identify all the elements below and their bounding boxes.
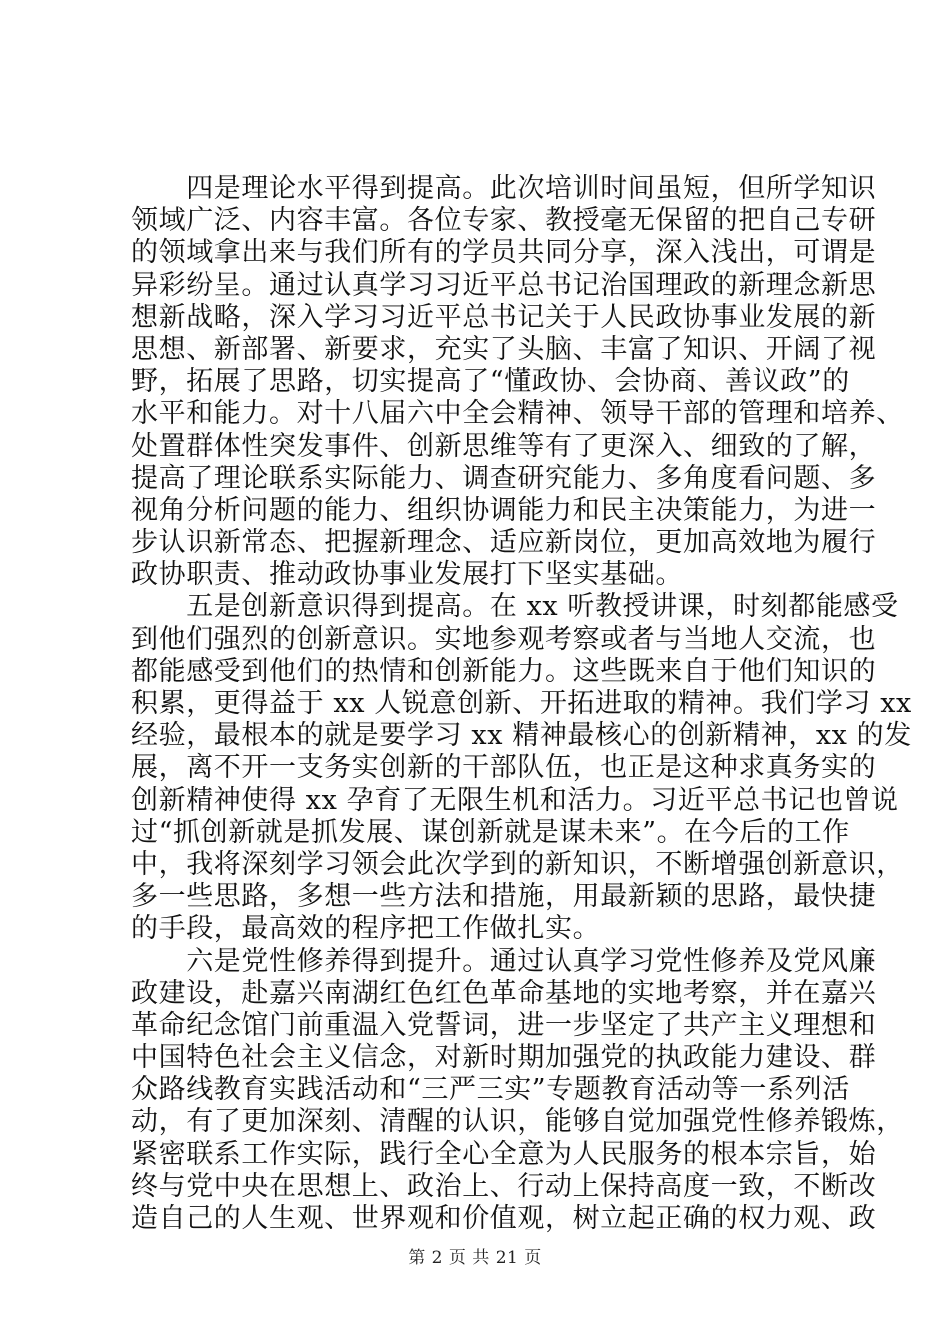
text-line: 的手段，最高效的程序把工作做扎实。 (131, 913, 601, 945)
text-line: 众路线教育实践活动和“三严三实”专题教育活动等一系列活 (131, 1074, 850, 1106)
text-line: 动，有了更加深刻、清醒的认识，能够自觉加强党性修养锻炼， (131, 1106, 904, 1138)
text-line: 创新精神使得 xx 孕育了无限生机和活力。习近平总书记也曾说 (131, 784, 899, 816)
text-line: 积累，更得益于 xx 人锐意创新、开拓进取的精神。我们学习 xx (131, 688, 912, 719)
text-line: 思想、新部署、新要求，充实了头脑、丰富了知识、开阔了视 (131, 333, 877, 365)
text-line: 经验，最根本的就是要学习 xx 精神最核心的创新精神，xx 的发 (131, 720, 912, 752)
text-line: 过“抓创新就是抓发展、谋创新就是谋未来”。在今后的工作 (131, 816, 850, 848)
document-body (131, 173, 912, 1235)
text-line: 想新战略，深入学习习近平总书记关于人民政协事业发展的新 (131, 301, 877, 333)
paragraph-theory-level (131, 173, 904, 591)
text-line: 到他们强烈的创新意识。实地参观考察或者与当地人交流，也 (131, 623, 877, 655)
text-line: 处置群体性突发事件、创新思维等有了更深入、细致的了解， (131, 430, 877, 462)
text-line: 四是理论水平得到提高。此次培训时间虽短，但所学知识 (131, 173, 877, 204)
text-line: 步认识新常态、把握新理念、适应新岗位，更加高效地为履行 (131, 527, 877, 559)
text-line: 领域广泛、内容丰富。各位专家、教授毫无保留的把自己专研 (131, 205, 877, 237)
text-line: 多一些思路，多想一些方法和措施，用最新颖的思路，最快捷 (131, 881, 877, 913)
text-line: 造自己的人生观、世界观和价值观，树立起正确的权力观、政 (131, 1203, 877, 1234)
text-line: 紧密联系工作实际，践行全心全意为人民服务的根本宗旨，始 (131, 1138, 877, 1170)
text-line: 六是党性修养得到提升。通过认真学习党性修养及党风廉 (131, 945, 877, 977)
text-line: 展，离不开一支务实创新的干部队伍，也正是这种求真务实的 (131, 752, 877, 784)
text-line: 都能感受到他们的热情和创新能力。这些既来自于他们知识的 (131, 655, 877, 687)
text-line: 提高了理论联系实际能力、调查研究能力、多角度看问题、多 (131, 462, 877, 494)
paragraph-party-cultivation (131, 945, 904, 1236)
text-line: 革命纪念馆门前重温入党誓词，进一步坚定了共产主义理想和 (131, 1009, 877, 1041)
text-line: 五是创新意识得到提高。在 xx 听教授讲课，时刻都能感受 (131, 591, 899, 623)
text-line: 异彩纷呈。通过认真学习习近平总书记治国理政的新理念新思 (131, 269, 877, 301)
page-number-footer: 第 2 页 共 21 页 (408, 1248, 542, 1268)
text-line: 的领域拿出来与我们所有的学员共同分享，深入浅出，可谓是 (131, 237, 877, 269)
text-line: 政协职责、推动政协事业发展打下坚实基础。 (131, 559, 683, 591)
text-line: 中，我将深刻学习领会此次学到的新知识，不断增强创新意识， (131, 848, 904, 880)
text-line: 中国特色社会主义信念，对新时期加强党的执政能力建设、群 (131, 1042, 877, 1074)
text-line: 野，拓展了思路，切实提高了“懂政协、会协商、善议政”的 (131, 366, 850, 398)
text-line: 视角分析问题的能力、组织协调能力和民主决策能力，为进一 (131, 494, 877, 526)
text-line: 终与党中央在思想上、政治上、行动上保持高度一致，不断改 (131, 1170, 877, 1202)
text-line: 水平和能力。对十八届六中全会精神、领导干部的管理和培养、 (131, 398, 904, 430)
paragraph-innovation-awareness (131, 591, 912, 945)
text-line: 政建设，赴嘉兴南湖红色红色革命基地的实地考察，并在嘉兴 (131, 977, 877, 1009)
